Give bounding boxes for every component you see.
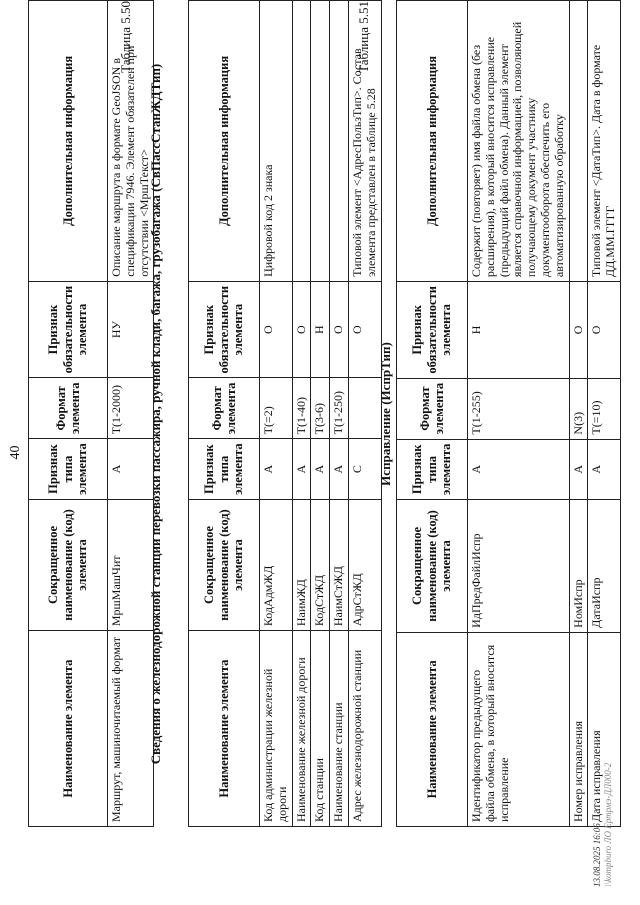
- cell-short: МршМашЧит: [108, 499, 154, 630]
- cell-type: А: [311, 439, 330, 500]
- header-short: Сокращенное наименование (код) элемента: [189, 499, 260, 630]
- header-name: Наименование элемента: [397, 632, 468, 826]
- cell-short: ДатаИспр: [588, 500, 621, 633]
- cell-format: Т(1-40): [292, 378, 311, 439]
- table-header-row: [189, 1, 260, 827]
- header-info: Дополнительная информация: [29, 1, 108, 282]
- cell-info: Цифровой код 2 знака: [260, 1, 293, 282]
- header-mandatory: Признак обязательности элемента: [29, 281, 108, 378]
- cell-short: КодСтЖД: [311, 499, 330, 630]
- header-mandatory: Признак обязательности элемента: [189, 281, 260, 378]
- cell-short: НаимЖД: [292, 499, 311, 630]
- cell-info: Типовой элемент <ДатаТип>. Дата в формате ДД.ММ.ГГГГ: [588, 1, 621, 282]
- cell-short: НаимСтЖД: [330, 499, 349, 630]
- cell-format: Т(=10): [588, 378, 621, 439]
- header-info: Дополнительная информация: [189, 1, 260, 282]
- table-row: [569, 1, 588, 827]
- cell-mandatory: НУ: [108, 281, 154, 378]
- cell-short: НомИспр: [569, 500, 588, 633]
- cell-type: А: [468, 439, 570, 500]
- header-mandatory: Признак обязательности элемента: [397, 282, 468, 379]
- header-name: Наименование элемента: [189, 631, 260, 827]
- cell-name: Наименование железной дороги: [292, 631, 311, 827]
- cell-mandatory: О: [569, 282, 588, 379]
- cell-type: А: [108, 439, 154, 500]
- header-type: Признак типа элемента: [29, 439, 108, 500]
- cell-type: А: [588, 439, 621, 500]
- cell-info: Описание маршрута в формате GeoJSON в спецификации 7946. Элемент обязателен при отсутствии <МршТекст>: [108, 1, 154, 282]
- cell-short: ИдПредФайлИспр: [468, 500, 570, 633]
- cell-type: А: [569, 439, 588, 500]
- header-type: Признак типа элемента: [189, 439, 260, 500]
- table-row: [260, 1, 293, 827]
- cell-mandatory: Н: [468, 282, 570, 379]
- table-row: [292, 1, 311, 827]
- cell-name: Дата исправления: [588, 632, 621, 826]
- cell-info: [292, 1, 311, 282]
- cell-info: [569, 1, 588, 282]
- cell-mandatory: О: [348, 281, 381, 378]
- table-route: [28, 0, 154, 827]
- table-caption: Таблица 5.50: [118, 1, 133, 73]
- cell-info: Типовой элемент <АдресПользТип>. Состав элемента представлен в таблице 5.28: [348, 1, 381, 282]
- cell-name: Наименование станции: [330, 631, 349, 827]
- cell-mandatory: О: [292, 281, 311, 378]
- cell-info: [311, 1, 330, 282]
- cell-type: А: [292, 439, 311, 500]
- cell-format: Т(1-2000): [108, 378, 154, 439]
- cell-type: А: [330, 439, 349, 500]
- table-caption: Таблица 5.51: [356, 1, 371, 73]
- cell-name: Код станции: [311, 631, 330, 827]
- print-footer: [592, 763, 614, 887]
- cell-type: С: [348, 439, 381, 500]
- cell-format: Т(1-255): [468, 378, 570, 439]
- header-format: Формат элемента: [397, 378, 468, 439]
- cell-mandatory: О: [260, 281, 293, 378]
- cell-mandatory: Н: [311, 281, 330, 378]
- cell-info: Содержит (повторяет) имя файла обмена (без расширения), в который вносится исправление (предыдущий файл обмена). Данный элемент является справочной информацией, позволяющей получающему документ участнику документооборота обеспечить его автоматизированную обработку: [468, 1, 570, 282]
- table-row: [311, 1, 330, 827]
- table-header-row: [397, 1, 468, 827]
- cell-format: Т(3-6): [311, 378, 330, 439]
- header-name: Наименование элемента: [29, 631, 108, 827]
- header-info: Дополнительная информация: [397, 1, 468, 282]
- cell-info: [330, 1, 349, 282]
- cell-name: Номер исправления: [569, 632, 588, 826]
- section-title: Сведения о железнодорожной станции перевозки пассажира, ручной клади, багажа, грузобагажа (СвПассСтанЖДТип): [148, 63, 163, 765]
- cell-format: Т(=2): [260, 378, 293, 439]
- section-title: Исправление (ИспрТип): [378, 342, 393, 486]
- table-row: [468, 1, 570, 827]
- header-short: Сокращенное наименование (код) элемента: [397, 500, 468, 633]
- header-short: Сокращенное наименование (код) элемента: [29, 499, 108, 630]
- header-format: Формат элемента: [189, 378, 260, 439]
- cell-short: АдрСтЖД: [348, 499, 381, 630]
- header-format: Формат элемента: [29, 378, 108, 439]
- table-station: [188, 0, 382, 827]
- cell-name: Код администрации железной дороги: [260, 631, 293, 827]
- cell-format: Т(1-250): [330, 378, 349, 439]
- cell-mandatory: О: [330, 281, 349, 378]
- table-row: [330, 1, 349, 827]
- cell-type: А: [260, 439, 293, 500]
- print-path: \\kompburo ЛО Ертрмэ-ДЛ000-2: [602, 762, 613, 887]
- cell-format: N(3): [569, 378, 588, 439]
- cell-name: Адрес железнодорожной станции: [348, 631, 381, 827]
- print-timestamp: 13.08.2025 16:06: [592, 823, 602, 887]
- table-header-row: [29, 1, 108, 827]
- table-row: [588, 1, 621, 827]
- header-type: Признак типа элемента: [397, 439, 468, 500]
- cell-name: Идентификатор предыдущего файла обмена, в который вносится исправление: [468, 632, 570, 826]
- cell-short: КодАдмЖД: [260, 499, 293, 630]
- table-correction: [396, 0, 621, 827]
- page-number: 40: [8, 445, 23, 460]
- cell-name: Маршрут, машиночитаемый формат: [108, 631, 154, 827]
- cell-mandatory: О: [588, 282, 621, 379]
